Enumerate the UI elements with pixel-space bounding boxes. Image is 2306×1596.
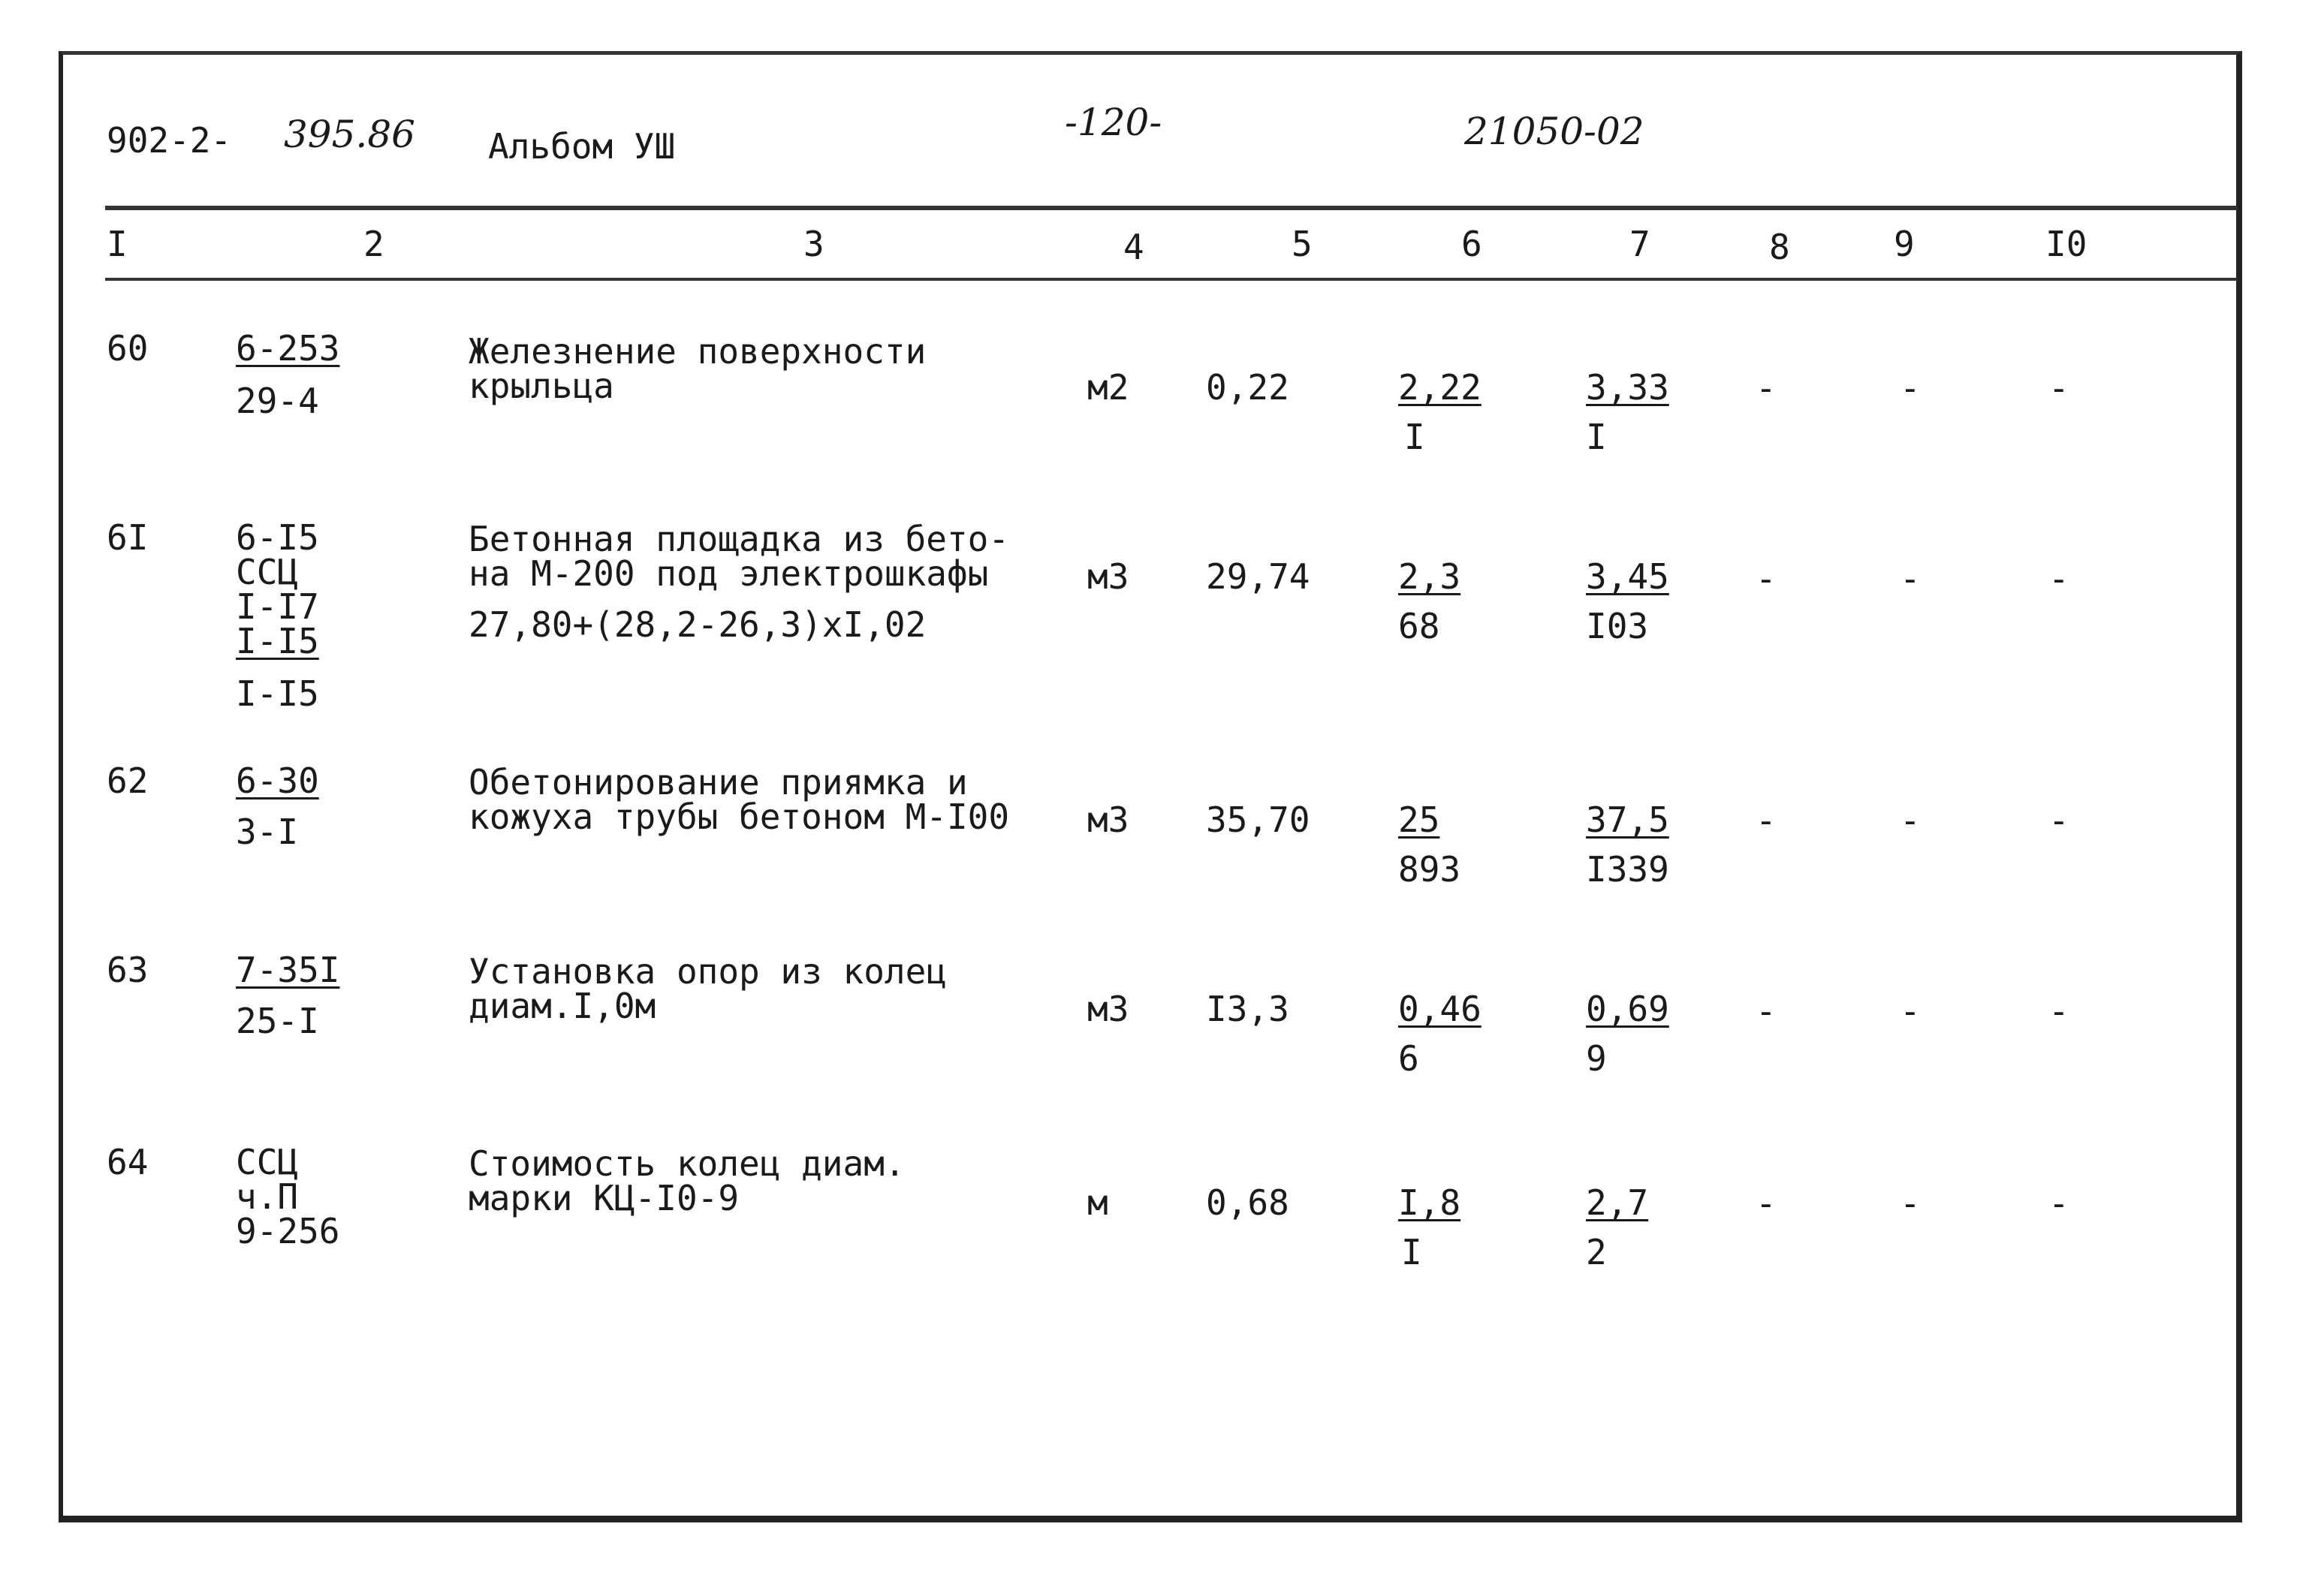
page-frame	[59, 51, 2242, 1522]
description-line: Железнение поверхности	[469, 331, 927, 372]
code-line: 3-I	[236, 812, 299, 852]
col10-value: -	[2048, 991, 2069, 1031]
col10-value: -	[2048, 1183, 2069, 1224]
col6-value: I,8	[1398, 1182, 1461, 1223]
document-number: 21050-02	[1464, 110, 1644, 153]
description-line: Установка опор из колец	[469, 951, 947, 992]
description-line: крыльца	[469, 366, 614, 406]
quantity: I3,3	[1206, 989, 1289, 1029]
row-number: 60	[107, 328, 149, 369]
header-rule-top	[105, 206, 2238, 210]
unit: м	[1087, 1182, 1108, 1223]
col8-value: -	[1756, 559, 1777, 599]
col-header-7: 7	[1629, 224, 1650, 264]
col9-value: -	[1900, 368, 1921, 408]
description-line: на М-200 под электрошкафы	[469, 553, 989, 594]
col-header-1: I	[107, 224, 128, 264]
unit: м3	[1087, 800, 1129, 840]
col8-value: -	[1756, 991, 1777, 1031]
unit: м2	[1087, 367, 1129, 408]
col-header-8: 8	[1769, 227, 1790, 267]
row-number: 6I	[107, 517, 149, 558]
page-number: -120-	[1065, 101, 1162, 144]
code-line: 29-4	[236, 381, 319, 421]
quantity: 35,70	[1206, 800, 1310, 840]
col6-subvalue: I	[1404, 417, 1425, 457]
col6-subvalue: 6	[1398, 1038, 1419, 1079]
code-line: I-I5	[236, 621, 319, 661]
code-line: 25-I	[236, 1001, 319, 1041]
album-title: Альбом УШ	[488, 126, 676, 167]
col7-subvalue: 9	[1586, 1038, 1607, 1079]
code-line: 9-256	[236, 1211, 340, 1251]
col6-subvalue: I	[1401, 1232, 1422, 1272]
col7-subvalue: I	[1586, 417, 1607, 457]
quantity: 0,22	[1206, 367, 1289, 408]
description-line: диам.I,0м	[469, 986, 656, 1026]
col9-value: -	[1900, 559, 1921, 599]
col7-subvalue: 2	[1586, 1232, 1607, 1272]
col6-value: 25	[1398, 800, 1440, 840]
code-line: ССЦ	[236, 552, 299, 592]
quantity: 29,74	[1206, 556, 1310, 597]
col10-value: -	[2048, 800, 2069, 841]
col7-value: 3,33	[1586, 367, 1669, 408]
code-line: ССЦ	[236, 1142, 299, 1182]
project-code-suffix: 395.86	[284, 113, 415, 156]
col6-value: 0,46	[1398, 989, 1482, 1029]
code-line: I-I5	[236, 673, 319, 714]
col-header-5: 5	[1292, 224, 1313, 264]
col9-value: -	[1900, 991, 1921, 1031]
col-header-3: 3	[803, 224, 824, 264]
col7-value: 0,69	[1586, 989, 1669, 1029]
description-line: Стоимость колец диам.	[469, 1143, 906, 1184]
col8-value: -	[1756, 368, 1777, 408]
col10-value: -	[2048, 368, 2069, 408]
col9-value: -	[1900, 1183, 1921, 1224]
col-header-6: 6	[1461, 224, 1482, 264]
code-line: 7-35I	[236, 950, 340, 990]
col-header-10: I0	[2045, 224, 2087, 264]
col8-value: -	[1756, 1183, 1777, 1224]
col7-subvalue: I339	[1586, 849, 1669, 890]
col7-value: 2,7	[1586, 1182, 1649, 1223]
row-number: 62	[107, 760, 149, 801]
row-number: 63	[107, 950, 149, 990]
header-rule-bottom	[105, 278, 2238, 281]
col10-value: -	[2048, 559, 2069, 599]
col7-value: 3,45	[1586, 556, 1669, 597]
col8-value: -	[1756, 800, 1777, 841]
description-line: Обетонирование приямка и	[469, 762, 968, 803]
col7-subvalue: I03	[1586, 606, 1649, 646]
col6-value: 2,3	[1398, 556, 1461, 597]
code-line: I-I7	[236, 586, 319, 627]
code-line: 6-30	[236, 760, 319, 801]
col9-value: -	[1900, 800, 1921, 841]
description-line: Бетонная площадка из бето-	[469, 519, 1010, 559]
unit: м3	[1087, 556, 1129, 597]
col-header-9: 9	[1894, 224, 1915, 264]
col7-value: 37,5	[1586, 800, 1669, 840]
col6-subvalue: 893	[1398, 849, 1461, 890]
description-line: кожуха трубы бетоном М-I00	[469, 796, 1010, 837]
code-line: ч.П	[236, 1176, 299, 1217]
col-header-2: 2	[363, 224, 384, 264]
col6-subvalue: 68	[1398, 606, 1440, 646]
col6-value: 2,22	[1398, 367, 1482, 408]
description-line: 27,80+(28,2-26,3)хI,02	[469, 604, 927, 645]
unit: м3	[1087, 989, 1129, 1029]
description-line: марки КЦ-I0-9	[469, 1178, 740, 1218]
code-line: 6-253	[236, 328, 340, 369]
row-number: 64	[107, 1142, 149, 1182]
quantity: 0,68	[1206, 1182, 1289, 1223]
col-header-4: 4	[1123, 227, 1144, 267]
code-line: 6-I5	[236, 517, 319, 558]
project-code-prefix: 902-2-	[107, 120, 232, 161]
